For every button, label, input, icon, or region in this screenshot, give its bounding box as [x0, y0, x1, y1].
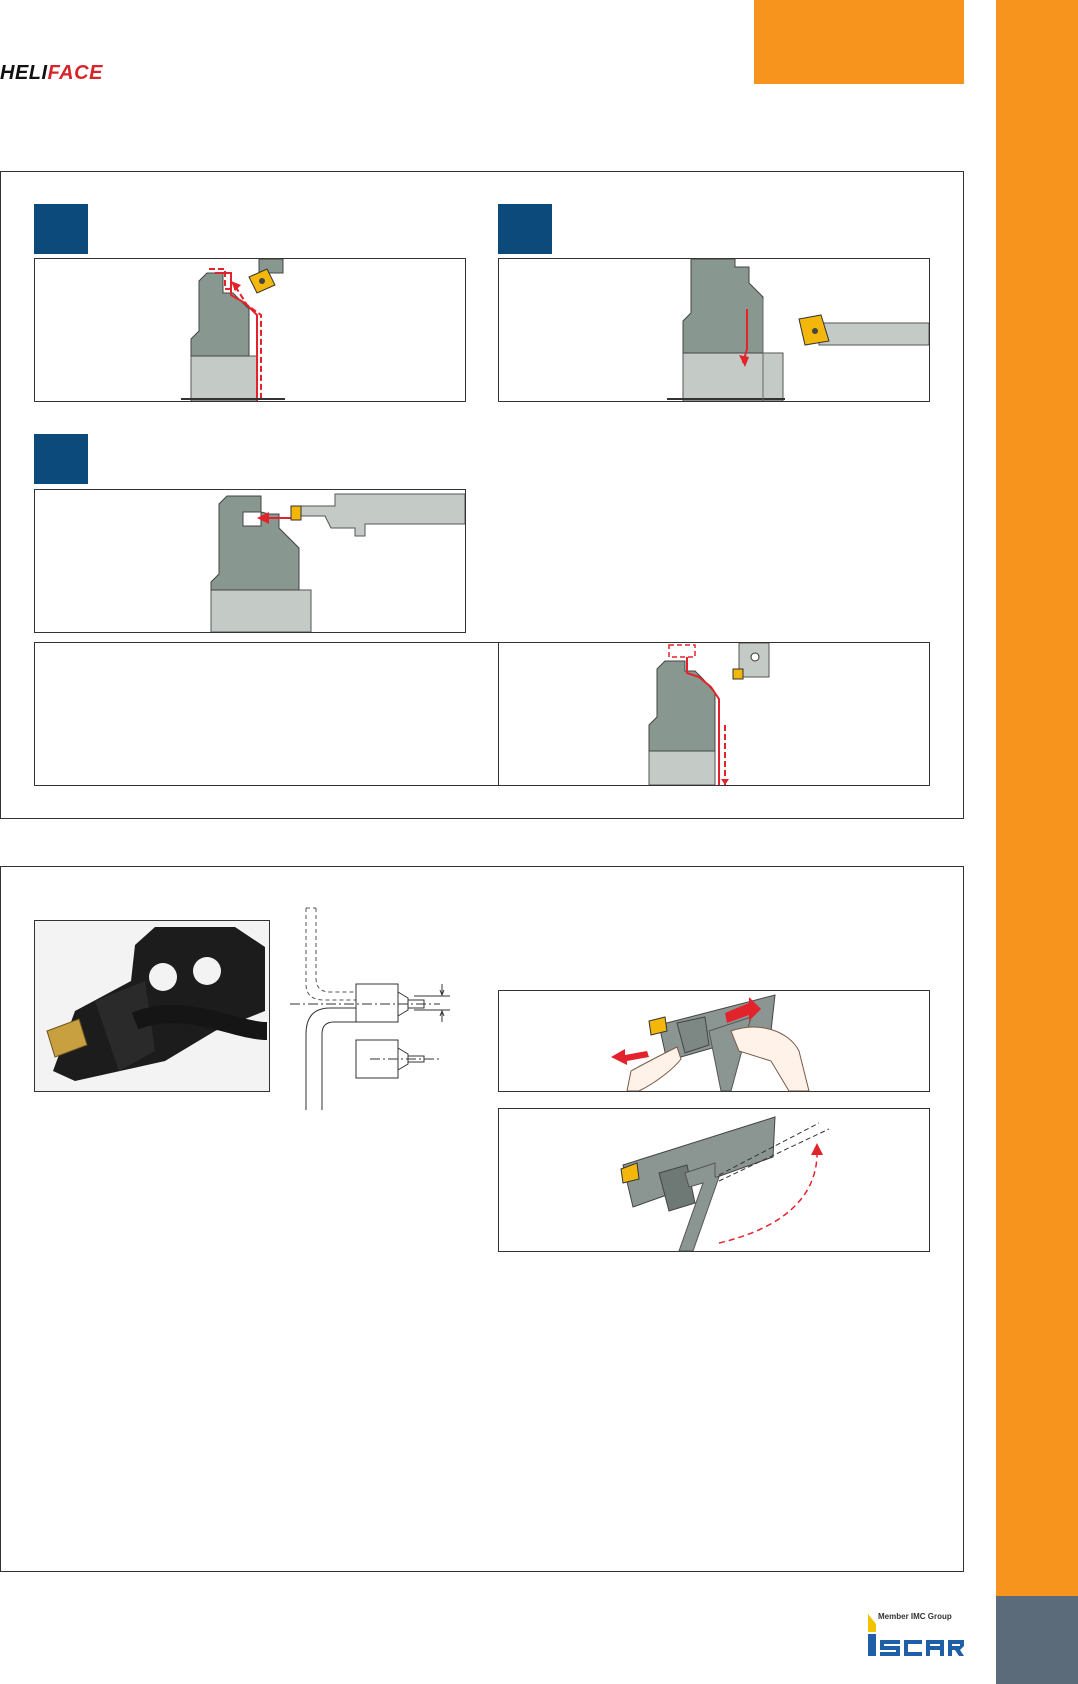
internal-turning-illustration — [499, 259, 929, 401]
side-strip — [996, 0, 1078, 1596]
logo-prefix: HELI — [0, 62, 48, 84]
heliface-logo — [0, 62, 103, 85]
face-grooving-illustration — [35, 259, 465, 401]
step-marker-2 — [498, 204, 552, 254]
figure-key-insertion — [498, 990, 930, 1092]
key-insertion-illustration — [499, 991, 929, 1091]
company-logo — [866, 1612, 966, 1662]
header-tab — [754, 0, 964, 84]
clamp-dimension-drawing — [290, 904, 460, 1110]
figure-internal-turning — [498, 258, 930, 402]
profiling-illustration — [499, 643, 929, 785]
figure-face-grooving — [34, 258, 466, 402]
step-marker-1 — [34, 204, 88, 254]
figure-profiling — [498, 642, 930, 786]
setup-drawing — [290, 904, 460, 1110]
key-rotation-illustration — [499, 1109, 929, 1251]
tool-photo — [34, 920, 270, 1092]
step-marker-3 — [34, 434, 88, 484]
figure-grooving-approach — [34, 489, 466, 633]
logo-suffix: FACE — [47, 62, 103, 84]
side-footer-block — [996, 1596, 1078, 1684]
figure-key-rotation — [498, 1108, 930, 1252]
figure-description-area — [34, 642, 500, 786]
red-arrow-icon — [231, 281, 241, 291]
blade-clamp-photo — [35, 921, 269, 1091]
grooving-approach-illustration — [35, 490, 465, 632]
iscar-logo-mark — [866, 1612, 966, 1662]
member-imc-text: Member IMC Group — [878, 1612, 952, 1621]
